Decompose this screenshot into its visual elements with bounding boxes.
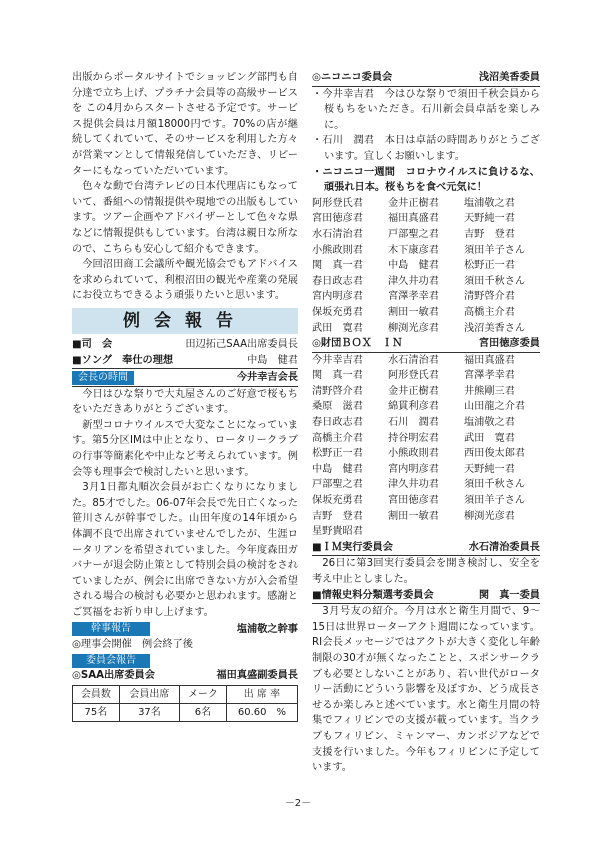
- member-name: [388, 524, 464, 540]
- saa-name: 福田真盛副委員長: [216, 669, 298, 681]
- secretary-name: 塩浦敬之幹事: [236, 623, 298, 635]
- box-name-list: [312, 353, 540, 540]
- member-name: 割田一敏君: [388, 306, 439, 318]
- niko-member: 浅沼美香委員: [478, 72, 540, 83]
- member-name: 塩浦敬之君: [464, 197, 515, 209]
- box-label: ◎財団ＢＯＸ ＩＮ: [312, 338, 403, 350]
- member-name: 宮澤孝幸君: [388, 291, 439, 303]
- niko-name-list: [312, 196, 540, 336]
- member-name: 松野正一君: [312, 448, 363, 460]
- member-name: 持谷明宏君: [388, 432, 439, 444]
- left-column: [72, 70, 298, 722]
- niko-label: ◎ニコニコ委員会: [312, 72, 393, 83]
- secretary-item: ◎理事会開催 例会終了後: [72, 639, 193, 651]
- member-name: 綿貫利彦君: [388, 401, 439, 413]
- member-name: 塩浦敬之君: [464, 417, 515, 429]
- member-name: [464, 524, 540, 540]
- attendance-value-cell: 60.60 %: [226, 704, 297, 722]
- right-column: [312, 70, 540, 776]
- member-name: 山田龍之介君: [464, 401, 526, 413]
- attendance-header-cell: メーク: [180, 686, 227, 704]
- member-name: 津久井功君: [388, 479, 439, 491]
- member-name: 津久井功君: [388, 275, 439, 287]
- member-name: 井熊剛三君: [464, 385, 515, 397]
- member-name: 武田 寛君: [312, 322, 363, 334]
- chair-name: 田辺拓己SAA出席委員長: [185, 338, 298, 350]
- niko-item: ・石川 潤君 本日は卓話の時間ありがとうございます。宜しくお願いします。: [312, 135, 540, 162]
- song-row: [72, 353, 298, 370]
- im-label: ■ＩＭ実行委員会: [312, 541, 393, 553]
- member-name: 柳渕光彦君: [464, 510, 515, 522]
- member-name: 宮内明彦君: [312, 291, 363, 303]
- president-time-tag: 会長の時間: [72, 371, 134, 385]
- member-name: 中島 健君: [388, 260, 439, 272]
- member-name: 松野正一君: [464, 260, 515, 272]
- attendance-value-cell: 6名: [180, 704, 227, 722]
- box-member: 宮田徳彦委員: [478, 338, 540, 350]
- member-name: 金井正樹君: [388, 197, 439, 209]
- attendance-table: [72, 685, 298, 722]
- meeting-report-banner: 例会報告: [72, 308, 298, 334]
- committee-section-header: [72, 654, 298, 668]
- box-header: [312, 336, 540, 353]
- chair-row: [72, 337, 298, 353]
- member-name: 関 真一君: [312, 260, 363, 272]
- niko-week-title: ・ニコニコ一週間 コロナウイルスに負けるな、頑張れ日本。桜もちを食べ元気に！: [312, 166, 540, 194]
- attendance-value-row: [73, 704, 298, 722]
- member-name: 春日政志君: [312, 417, 363, 429]
- im-chair: 水石清治委員長: [468, 541, 540, 553]
- attendance-header-row: [73, 686, 298, 704]
- attendance-value-cell: 75名: [73, 704, 120, 722]
- page-number: －2－: [284, 798, 312, 809]
- attendance-value-cell: 37名: [119, 704, 179, 722]
- member-name: 阿形登氏君: [388, 370, 439, 382]
- attendance-header-cell: 会員出席: [119, 686, 179, 704]
- member-name: 清野啓介君: [464, 291, 515, 303]
- member-name: 桑原 滋君: [312, 401, 363, 413]
- president-paragraph: 新型コロナウイルスで大変なことになっています。第5分区IMは中止となり、ロータリークラブの行事等簡素化や中止など考えられています。例会等も理事会で検討したいと思います。: [72, 419, 298, 478]
- member-name: 浅沼美香さん: [464, 322, 526, 334]
- secretary-section-header: [72, 622, 298, 638]
- member-name: 柳渕光彦君: [388, 322, 439, 334]
- song-label: ■ソング 奉仕の理想: [72, 354, 174, 366]
- attendance-header-cell: 出 席 率: [226, 686, 297, 704]
- intro-paragraph: 今回沼田商工会議所や観光協会でもアドバイスを求められていて、利根沼田の観光や産業の発展にお役立ちできるよう頑張りたいと思います。: [72, 259, 298, 302]
- member-name: 割田一敏君: [388, 510, 439, 522]
- member-name: 中島 健君: [312, 463, 363, 475]
- im-header: [312, 540, 540, 557]
- member-name: 須田千秋さん: [464, 479, 526, 491]
- secretary-report-tag: 幹事報告: [72, 622, 150, 636]
- intro-paragraph: 色々な動で台湾テレビの日本代理店にもなっていて、番組への情報提供や現地での出版もしています。ツアー企画やアドバイザーとして色々な県などに情報提供もしています。台湾は親日な所なので、こちらも安心して紹介もできます。: [72, 181, 298, 255]
- president-paragraph: 今日はひな祭りで大丸屋さんのご好意で桜もちをいただきありがとうございます。: [72, 388, 298, 416]
- member-name: 今井幸吉君: [312, 354, 363, 366]
- info-label: ■情報史料分類選考委員会: [312, 589, 434, 601]
- member-name: 福田真盛君: [388, 213, 439, 225]
- member-name: 清野啓介君: [312, 385, 363, 397]
- member-name: 宮内明彦君: [388, 463, 439, 475]
- member-name: 宮田徳彦君: [388, 495, 439, 507]
- member-name: 天野純一君: [464, 213, 515, 225]
- member-name: 木下康彦君: [388, 244, 439, 256]
- member-name: 金井正樹君: [388, 385, 439, 397]
- member-name: 高橋主介君: [464, 306, 515, 318]
- niko-item: ・今井幸吉君 今はひな祭りで須田千秋会員から桜もちをいただき。石川新会員卓話を楽しみに。: [312, 88, 540, 131]
- saa-row: [72, 668, 298, 684]
- intro-paragraph: 出版からポータルサイトでショッピング部門も自分達で立ち上げ、プラチナ会員等の高級サービスを この4月からスタートさせる予定です。サービス提供会員は月額18000円です。70%の店が継続してくれていて、そのサービスを利用した方々が営業マンとして情報発信していただき、リピーターにもなっていただいています。: [72, 72, 298, 177]
- member-name: 宮澤孝幸君: [464, 370, 515, 382]
- member-name: 吉野 登君: [464, 228, 515, 240]
- member-name: 須田羊子さん: [464, 495, 526, 507]
- member-name: 戸部聖之君: [388, 228, 439, 240]
- member-name: 須田羊子さん: [464, 244, 526, 256]
- member-name: 水石清治君: [388, 354, 439, 366]
- member-name: 保坂充勇君: [312, 306, 363, 318]
- im-text: 26日に第3回実行委員会を開き検討し、安全を考え中止としました。: [312, 558, 540, 585]
- member-name: 吉野 登君: [312, 510, 363, 522]
- member-name: 天野純一君: [464, 463, 515, 475]
- member-name: 須田千秋さん: [464, 275, 526, 287]
- saa-label: ◎SAA出席委員会: [72, 669, 155, 681]
- member-name: 保坂充勇君: [312, 495, 363, 507]
- info-member: 関 真一委員: [478, 589, 540, 601]
- member-name: 星野貴昭君: [312, 526, 363, 538]
- member-name: 福田真盛君: [464, 354, 515, 366]
- song-leader: 中島 健君: [247, 354, 298, 366]
- member-name: 高橋主介君: [312, 432, 363, 444]
- info-header: [312, 588, 540, 605]
- niko-header: [312, 70, 540, 87]
- member-name: 関 真一君: [312, 370, 363, 382]
- member-name: 戸部聖之君: [312, 479, 363, 491]
- president-paragraph: 3月1日都丸順次会員がお亡くなりになりました。85才でした。06-07年会長で先日亡くなった笹川さんが幹事でした。山田年度の14年頃から体調不良で出席されていませんでしたが、生涯ロータリアンを希望されていました。今年度森田ガバナーが退会防止策として特別会員の検討をされていましたが、例会に出席できない方が入会希望される場合の検討も必要かと思われます。感謝とご冥福をお祈り申し上げます。: [72, 482, 298, 618]
- president-section-header: [72, 370, 298, 387]
- member-name: 西田俊太郎君: [464, 448, 526, 460]
- member-name: 宮田徳彦君: [312, 213, 363, 225]
- member-name: 阿形登氏君: [312, 197, 363, 209]
- chair-label: ■司 会: [72, 338, 113, 350]
- member-name: 武田 寛君: [464, 432, 515, 444]
- committee-report-tag: 委員会報告: [72, 654, 150, 668]
- president-name: 今井幸吉会長: [236, 372, 298, 384]
- member-name: 小熊政則君: [388, 448, 439, 460]
- attendance-header-cell: 会員数: [73, 686, 120, 704]
- member-name: 春日政志君: [312, 275, 363, 287]
- info-text: 3月号友の紹介。今月は水と衛生月間で、9～15日は世界ローターアクト週間になっています。RI会長メッセージではアクトが大きく変化し年齢制限の30才が無くなったことと、スポンサークラブも必要としないことがあり、若い世代がロータリー活動にどういう影響を及ぼすか、どう成長させるか楽しみと述べています。水と衛生月間の特集でフィリピンでの支援が載っています。当クラブもフィリピン、ミャンマー、カンボジアなどで支援を行いました。今年もフィリピンに予定しています。: [312, 606, 540, 774]
- member-name: 水石清治君: [312, 228, 363, 240]
- member-name: 石川 潤君: [388, 417, 439, 429]
- member-name: 小熊政則君: [312, 244, 363, 256]
